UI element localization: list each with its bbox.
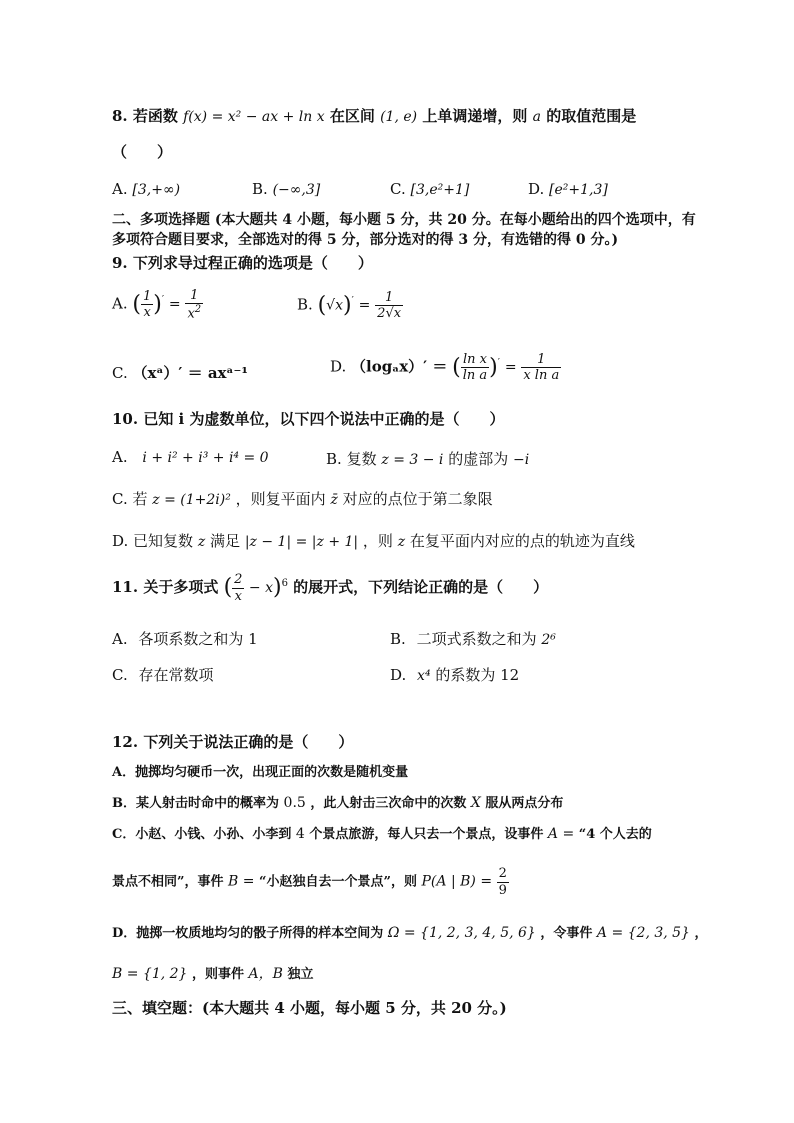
q8-option-a: A. [3,+∞) [112, 180, 181, 198]
q11-stem: 11. 关于多项式 ( $\frac{2}{x}$ − x)$^6$ 的展开式，下列结论正确的是（ ） [112, 572, 549, 604]
q8-var: a [532, 109, 541, 125]
q11-option-b: B. 二项式系数之和为 2⁶ [390, 630, 556, 648]
q10-option-d: D. 已知复数 z 满足 |z − 1| = |z + 1| ，则 z 在复平面内对应的点的轨迹为直线 [112, 532, 635, 550]
q12-option-a: A．抛掷均匀硬币一次，出现正面的次数是随机变量 [112, 765, 409, 780]
q9-option-c: C. （xᵃ）′ ＝ axᵃ⁻¹ [112, 364, 248, 382]
q8-option-b: B. (−∞,3] [252, 180, 321, 198]
q10-option-a: A. i + i² + i³ + i⁴ = 0 [112, 448, 269, 466]
q8-stem: 8. 若函数 f(x) = x² − ax + ln x 在区间 (1, e) 上单调递增，则 a 的取值范围是 [112, 107, 637, 125]
q8-function: f(x) = x² − ax + ln x [183, 109, 325, 125]
q9-option-d: D. （logₐx）′ ＝ ( $\frac{\text{ln x}}{\text{ln a}}$ )′ = $\frac{1}{\text{x ln a}}$ [330, 352, 560, 383]
q9-option-a: A. ( $\frac{1}{x}$ )′ = $\frac{1}{x^2}$ [112, 288, 202, 322]
q10-option-b: B. 复数 z = 3 − i 的虚部为 −i [326, 450, 530, 468]
q9-option-b: B. (√x)′ = $\frac{1}{2√x}$ [297, 290, 402, 321]
q8-option-c: C. [3,e²+1] [390, 180, 470, 198]
q10-stem: 10. 已知 i 为虚数单位，以下四个说法中正确的是（ ） [112, 410, 505, 428]
q12-option-b: B．某人射击时命中的概率为 0.5 ，此人射击三次命中的次数 X 服从两点分布 [112, 795, 564, 811]
q11-option-a: A. 各项系数之和为 1 [112, 630, 258, 648]
section2-heading-line2: 多项符合题目要求，全部选对的得 5 分，部分选对的得 3 分，有选错的得 0 分。) [112, 232, 619, 248]
q12-option-c-line1: C．小赵、小钱、小孙、小李到 4 个景点旅游，每人只去一个景点，设事件 A = “4 个人去的 [112, 826, 652, 842]
q11-option-c: C. 存在常数项 [112, 666, 214, 684]
q11-option-d: D. x⁴ 的系数为 12 [390, 666, 520, 684]
q12-option-c-line2: 景点不相同”，事件 B = “小赵独自去一个景点”，则 P(A | B) = $\frac{2}{9}$ [112, 866, 507, 898]
q8-interval: (1, e) [380, 109, 418, 125]
q10-option-c: C. 若 z = (1+2i)² ，则复平面内 z̄ 对应的点位于第二象限 [112, 490, 493, 508]
q8-blank: （ ） [112, 143, 173, 161]
q12-option-d-line2: B = {1, 2} ，则事件 A，B 独立 [112, 966, 314, 982]
q12-stem: 12. 下列关于说法正确的是（ ） [112, 733, 354, 751]
section2-heading-line1: 二、多项选择题 (本大题共 4 小题，每小题 5 分，共 20 分。在每小题给出的四个选项中，有 [112, 212, 696, 228]
section3-heading: 三、填空题：(本大题共 4 小题，每小题 5 分，共 20 分。) [112, 999, 507, 1017]
q12-option-d-line1: D．抛掷一枚质地均匀的骰子所得的样本空间为 Ω = {1, 2, 3, 4, 5, 6} ，令事件 A = {2, 3, 5} ， [112, 925, 708, 941]
q9-stem: 9. 下列求导过程正确的选项是（ ） [112, 254, 373, 272]
q8-option-d: D. [e²+1,3] [528, 180, 608, 198]
